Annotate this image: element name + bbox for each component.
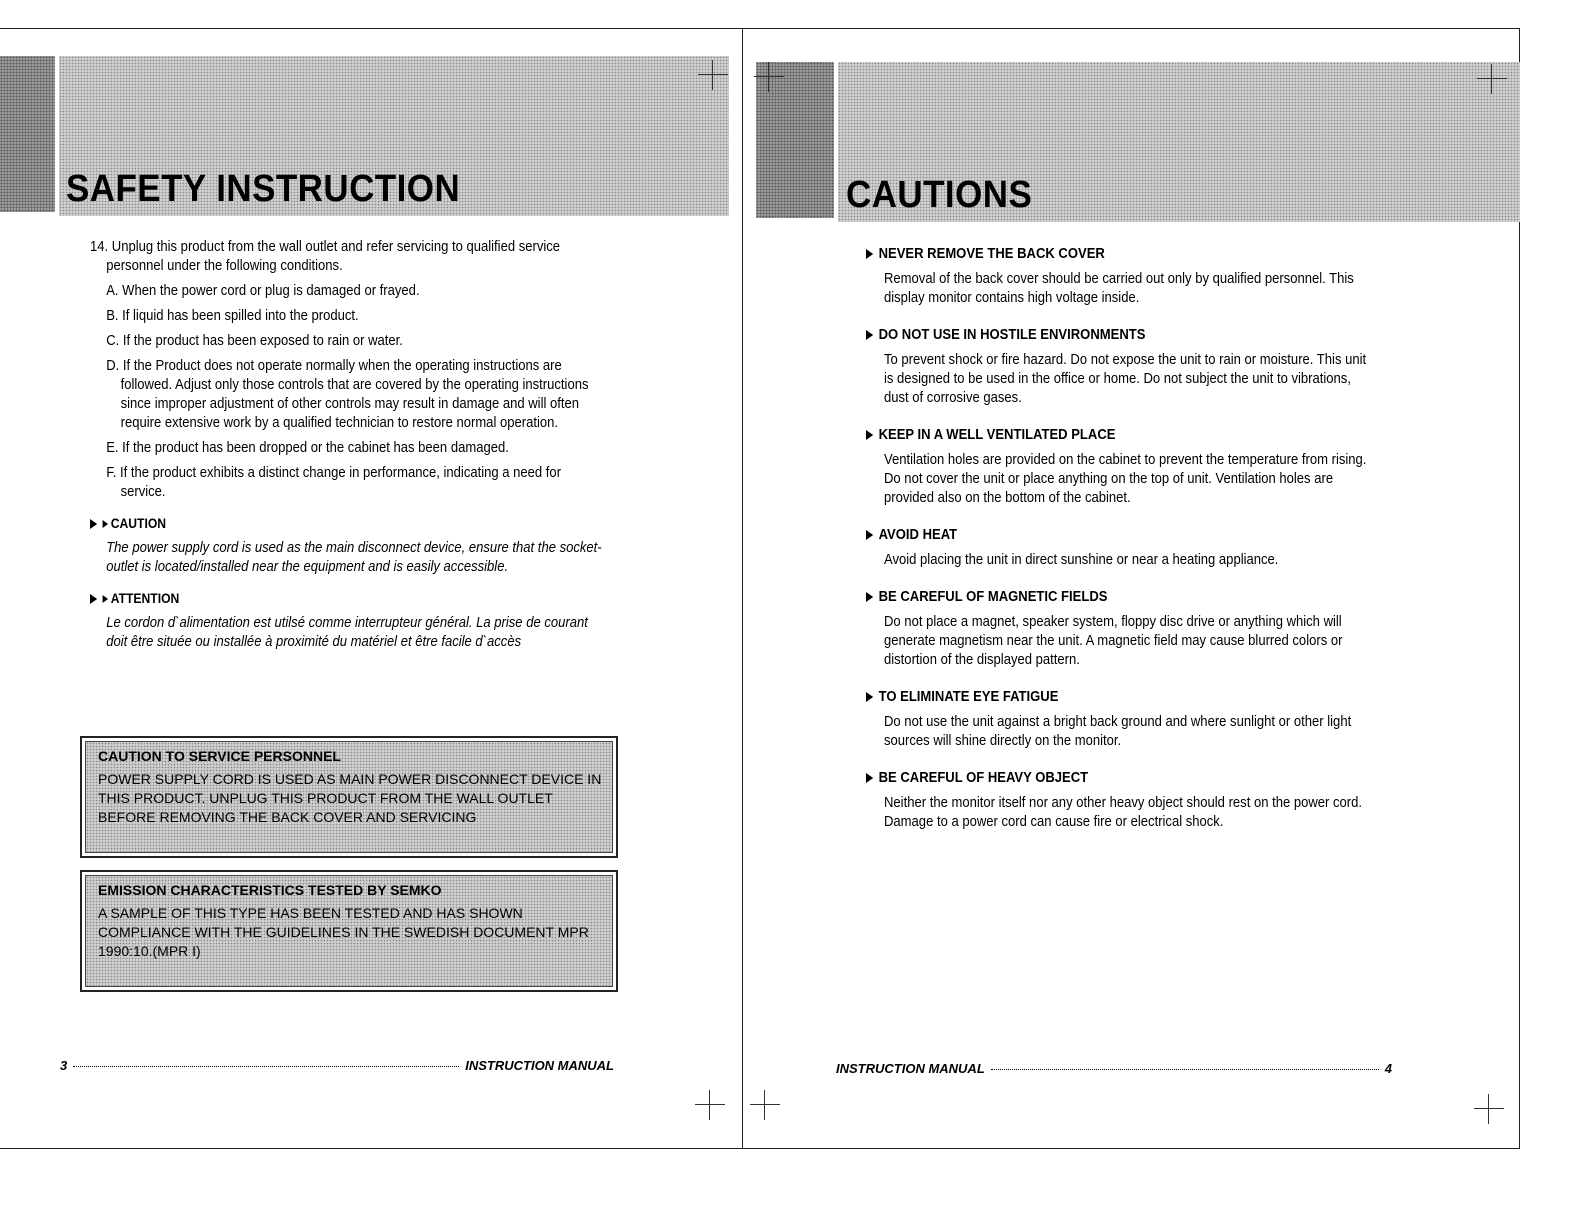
caution-item-heading bbox=[866, 245, 1370, 264]
condition-item: C. If the product has been exposed to rain or water. bbox=[106, 333, 403, 349]
service-personnel-notice-box bbox=[80, 736, 618, 858]
crop-mark-icon bbox=[698, 60, 728, 90]
caution-item bbox=[866, 688, 1370, 751]
footer-label: INSTRUCTION MANUAL bbox=[465, 1058, 614, 1073]
condition-item: F. If the product exhibits a distinct change in performance, indicating a need for service. bbox=[106, 465, 562, 500]
caution-item-heading bbox=[866, 769, 1370, 788]
left-page-body bbox=[90, 238, 608, 662]
arrow-bullet-icon bbox=[103, 520, 108, 528]
crop-mark-icon bbox=[754, 62, 784, 92]
condition-item: B. If liquid has been spilled into the product. bbox=[106, 308, 359, 324]
arrow-bullet-icon bbox=[90, 519, 97, 529]
condition-item: D. If the Product does not operate normally when the operating instructions are followed. Adjust only those controls that are covered by the operating instructions since improper adjustment of other controls may result in damage and will often require extensive work by a qualified technician to restore normal operation. bbox=[106, 358, 589, 431]
condition-item: E. If the product has been dropped or the cabinet has been damaged. bbox=[106, 440, 509, 456]
footer-label: INSTRUCTION MANUAL bbox=[836, 1061, 985, 1076]
left-page-footer bbox=[60, 1058, 614, 1073]
caution-item-heading bbox=[866, 326, 1370, 345]
caution-item-heading-label: BE CAREFUL OF MAGNETIC FIELDS bbox=[878, 589, 1108, 605]
caution-item-heading-label: DO NOT USE IN HOSTILE ENVIRONMENTS bbox=[878, 327, 1146, 343]
caution-item bbox=[866, 588, 1370, 670]
crop-mark-icon bbox=[1474, 1094, 1504, 1124]
caution-item bbox=[866, 326, 1370, 408]
notice-box-inner bbox=[85, 741, 613, 853]
arrow-bullet-icon bbox=[866, 249, 873, 259]
caution-heading-label: CAUTION bbox=[110, 516, 167, 531]
caution-item-heading-label: BE CAREFUL OF HEAVY OBJECT bbox=[878, 770, 1089, 786]
caution-text: The power supply cord is used as the main disconnect device, ensure that the socket-outlet is located/installed near the equipment and is easily accessible. bbox=[106, 540, 602, 575]
arrow-bullet-icon bbox=[866, 330, 873, 340]
arrow-bullet-icon bbox=[866, 592, 873, 602]
page-top-rule bbox=[0, 28, 1520, 29]
caution-item-text: Do not use the unit against a bright back ground and where sunlight or other light sources will shine directly on the monitor. bbox=[884, 714, 1352, 749]
caution-item-text: Do not place a magnet, speaker system, floppy disc drive or anything which will generate magnetism near the unit. A magnetic field may cause blurred colors or distortion of the displayed pattern. bbox=[884, 614, 1343, 668]
caution-heading bbox=[90, 514, 608, 533]
page-number: 3 bbox=[60, 1058, 68, 1073]
caution-item-heading bbox=[866, 426, 1370, 445]
dotted-leader bbox=[991, 1069, 1379, 1070]
caution-item bbox=[866, 769, 1370, 832]
crop-mark-icon bbox=[1477, 64, 1507, 94]
dotted-leader bbox=[73, 1066, 459, 1067]
caution-item-heading bbox=[866, 526, 1370, 545]
notice-box-text: A SAMPLE OF THIS TYPE HAS BEEN TESTED AND HAS SHOWN COMPLIANCE WITH THE GUIDELINES IN THE SWEDISH DOCUMENT MPR 1990:10.(MPR I) bbox=[98, 905, 589, 959]
emission-notice-box bbox=[80, 870, 618, 992]
arrow-bullet-icon bbox=[866, 773, 873, 783]
caution-item-heading-label: TO ELIMINATE EYE FATIGUE bbox=[878, 689, 1059, 705]
attention-text: Le cordon d`alimentation est utilsé comme interrupteur général. La prise de courant doit être située ou installée à proximité du matériel et être facile d`accès bbox=[106, 615, 588, 650]
right-page-footer bbox=[836, 1061, 1392, 1076]
arrow-bullet-icon bbox=[866, 692, 873, 702]
caution-item-text: Avoid placing the unit in direct sunshine or near a heating appliance. bbox=[884, 552, 1279, 568]
right-page-title: CAUTIONS bbox=[846, 174, 1033, 216]
caution-item-heading bbox=[866, 688, 1370, 707]
left-page-title: SAFETY INSTRUCTION bbox=[66, 168, 461, 210]
caution-item-text: Removal of the back cover should be carried out only by qualified personnel. This display monitor contains high voltage inside. bbox=[884, 271, 1354, 306]
page-number: 4 bbox=[1384, 1061, 1392, 1076]
arrow-bullet-icon bbox=[866, 430, 873, 440]
attention-heading bbox=[90, 589, 608, 608]
caution-item bbox=[866, 245, 1370, 308]
arrow-bullet-icon bbox=[103, 595, 108, 603]
caution-item-heading bbox=[866, 588, 1370, 607]
attention-heading-label: ATTENTION bbox=[110, 591, 180, 606]
notice-box-inner bbox=[85, 875, 613, 987]
arrow-bullet-icon bbox=[866, 530, 873, 540]
caution-item-text: To prevent shock or fire hazard. Do not expose the unit to rain or moisture. This unit is designed to be used in the office or home. Do not subject the unit to vibrations, dust of corrosive gases. bbox=[884, 352, 1367, 406]
caution-item-text: Ventilation holes are provided on the cabinet to prevent the temperature from rising. Do not cover the unit or place anything on the top of unit. Ventilation holes are provided also on the bottom of the cabinet. bbox=[884, 452, 1367, 506]
instruction-item-14: 14. Unplug this product from the wall outlet and refer servicing to qualified service personnel under the following conditions. bbox=[90, 239, 561, 274]
notice-box-text: POWER SUPPLY CORD IS USED AS MAIN POWER DISCONNECT DEVICE IN THIS PRODUCT. UNPLUG THIS PRODUCT FROM THE WALL OUTLET BEFORE REMOVING THE BACK COVER AND SERVICING bbox=[98, 771, 602, 825]
notice-box-heading: EMISSION CHARACTERISTICS TESTED BY SEMKO bbox=[98, 882, 442, 898]
caution-item bbox=[866, 426, 1370, 508]
caution-item-text: Neither the monitor itself nor any other heavy object should rest on the power cord. Damage to a power cord can cause fire or electrical shock. bbox=[884, 795, 1363, 830]
crop-mark-icon bbox=[750, 1090, 780, 1120]
caution-item-heading-label: AVOID HEAT bbox=[878, 527, 958, 543]
right-page-body bbox=[866, 245, 1370, 850]
notice-box-heading: CAUTION TO SERVICE PERSONNEL bbox=[98, 748, 341, 764]
page-bottom-rule bbox=[0, 1148, 1520, 1149]
arrow-bullet-icon bbox=[90, 594, 97, 604]
condition-item: A. When the power cord or plug is damaged or frayed. bbox=[106, 283, 420, 299]
page-spine-divider bbox=[742, 28, 743, 1149]
left-header-tab bbox=[0, 56, 55, 212]
caution-item bbox=[866, 526, 1370, 570]
caution-item-heading-label: NEVER REMOVE THE BACK COVER bbox=[878, 246, 1105, 262]
caution-item-heading-label: KEEP IN A WELL VENTILATED PLACE bbox=[878, 427, 1116, 443]
crop-mark-icon bbox=[695, 1090, 725, 1120]
